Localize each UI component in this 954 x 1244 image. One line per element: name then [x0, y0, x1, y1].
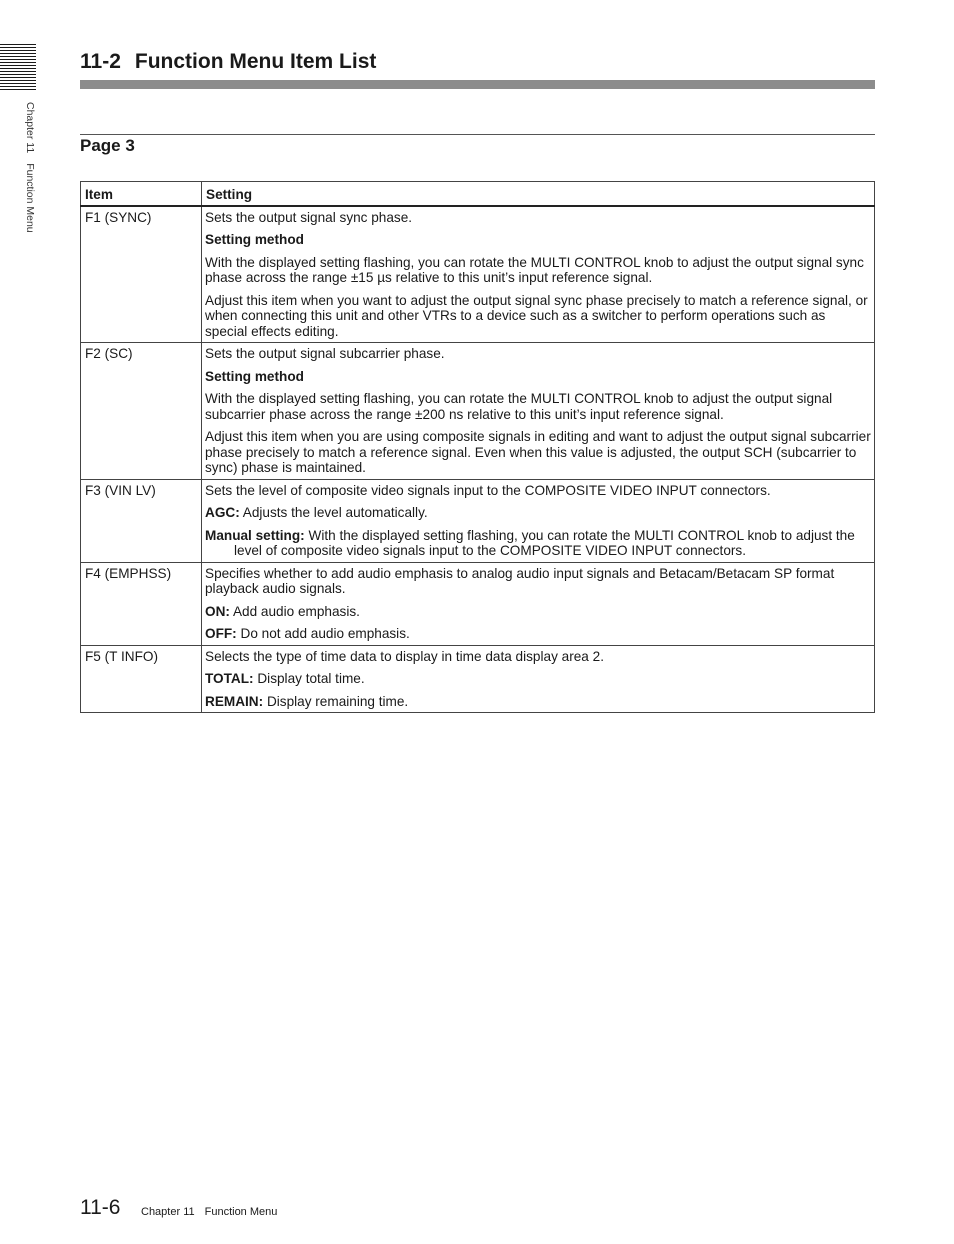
option-total: [205, 671, 871, 687]
option-text: With the displayed setting flashing, you can rotate the MULTI CONTROL knob to adjust the level of composite video signals input to the COMPOSITE VIDEO INPUT connectors.: [234, 527, 855, 558]
section-title-text: Function Menu Item List: [134, 50, 377, 73]
option-label: TOTAL:: [205, 671, 254, 686]
setting-cell: [202, 479, 875, 562]
option-text: Add audio emphasis.: [232, 603, 360, 619]
option-text: Display remaining time.: [266, 693, 409, 709]
table-row: [81, 479, 875, 562]
option-manual-setting: [205, 528, 871, 559]
setting-method-heading: Setting method: [205, 232, 304, 247]
footer-section: Function Menu: [204, 1206, 278, 1218]
setting-method-heading: Setting method: [205, 368, 304, 384]
column-header-item: Item: [81, 182, 202, 206]
option-label: AGC:: [205, 505, 240, 520]
setting-summary: Sets the level of composite video signals input to the COMPOSITE VIDEO INPUT connectors.: [205, 482, 771, 498]
setting-cell: [202, 343, 875, 480]
section-title: [80, 50, 376, 74]
item-cell: F3 (VIN LV): [81, 479, 202, 562]
item-cell: F1 (SYNC): [81, 206, 202, 343]
option-remain: [205, 694, 871, 710]
chapter-tab-stripes: [0, 44, 36, 90]
footer-chapter-label: [141, 1206, 277, 1218]
setting-note: Adjust this item when you are using composite signals in editing and want to adjust the output signal subcarrier phase precisely to match a reference signal. Even when this value is adjusted, the output SCH (subcarrier to sync) phase is maintained.: [205, 429, 871, 475]
option-label: ON:: [205, 603, 230, 619]
option-text: Adjusts the level automatically.: [242, 505, 428, 520]
table-row: [81, 343, 875, 480]
page-heading: Page 3: [80, 136, 135, 155]
footer-page-number: 11-6: [80, 1196, 121, 1219]
setting-summary: Selects the type of time data to display in time data display area 2.: [205, 648, 604, 664]
table-header-row: [81, 182, 875, 206]
setting-cell: [202, 206, 875, 343]
setting-summary: Specifies whether to add audio emphasis to analog audio input signals and Betacam/Betacam SP format playback audio signals.: [205, 565, 835, 596]
side-chapter-number: Chapter 11: [24, 102, 36, 154]
page-heading-rule: [80, 134, 875, 135]
option-label: OFF:: [205, 626, 237, 641]
table-row: [81, 645, 875, 713]
side-chapter-section: Function Menu: [24, 163, 36, 233]
setting-cell: [202, 645, 875, 713]
option-label: Manual setting:: [205, 527, 305, 543]
setting-summary: Sets the output signal subcarrier phase.: [205, 346, 445, 361]
option-agc: [205, 505, 871, 521]
item-cell: F4 (EMPHSS): [81, 562, 202, 645]
function-menu-table: [80, 181, 875, 713]
option-label: REMAIN:: [205, 693, 264, 709]
side-chapter-label: [24, 102, 36, 233]
item-cell: F2 (SC): [81, 343, 202, 480]
footer-chapter: Chapter 11: [141, 1206, 195, 1218]
option-off: [205, 626, 871, 642]
column-header-setting: Setting: [202, 182, 875, 206]
setting-method-text: With the displayed setting flashing, you can rotate the MULTI CONTROL knob to adjust the output signal subcarrier phase across the range ±200 ns relative to this unit’s input reference signal.: [205, 391, 833, 422]
title-underline-bar: [80, 80, 875, 89]
table-row: [81, 562, 875, 645]
option-on: [205, 604, 871, 620]
option-text: Display total time.: [257, 671, 365, 686]
setting-note: Adjust this item when you want to adjust the output signal sync phase precisely to match a reference signal, or when connecting this unit and other VTRs to a device such as a switcher to perform operations such as special effects editing.: [205, 292, 868, 339]
setting-summary: Sets the output signal sync phase.: [205, 209, 413, 225]
table-row: [81, 206, 875, 343]
option-text: Do not add audio emphasis.: [240, 626, 410, 641]
setting-cell: [202, 562, 875, 645]
setting-method-text: With the displayed setting flashing, you can rotate the MULTI CONTROL knob to adjust the output signal sync phase across the range ±15 µs relative to this unit’s input reference signal.: [205, 254, 864, 285]
section-number: 11-2: [80, 50, 121, 73]
item-cell: F5 (T INFO): [81, 645, 202, 713]
